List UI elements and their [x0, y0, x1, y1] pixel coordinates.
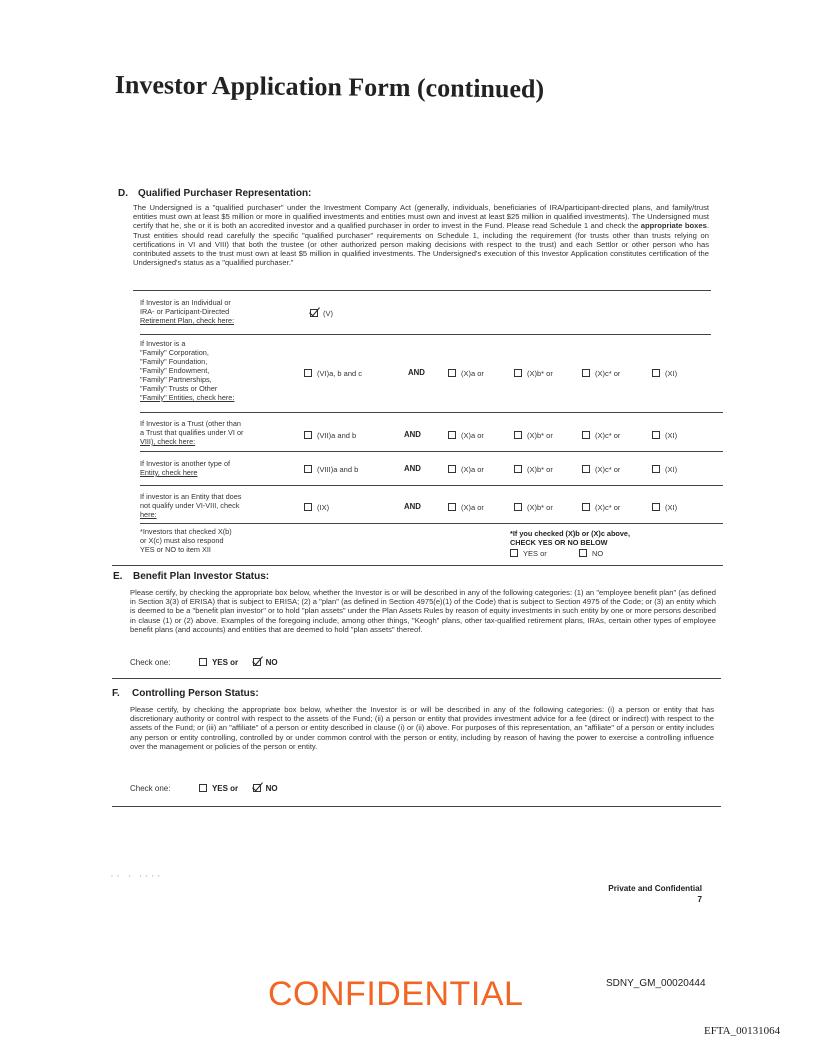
section-e-check-one: [130, 658, 278, 667]
option-label: (X)c* or: [595, 465, 621, 474]
option-label: (VI)a, b and c: [317, 369, 363, 378]
section-e-paragraph: Please certify, by checking the appropriate box below, whether the Investor is or will be described in any of the following categories: (1) an "employee benefit plan" (as defined in Section 3(3) of ERISA) that is subject to ERISA; (2) a "plan" (as defined in Section 4975(e)(1) of the Code) that is subject to Section 4975 of the Code; or (3) an entity which is deemed to be a "benefit plan investor" or to hold "plan assets" under the Plan Assets Rules by reason of equity investments in such entity by one or more persons described in clause (1) or (2) above. Examples of the foregoing include, among other things, "Keogh" plans, other tax-qualified retirement plans, IRAs, certain other types of employee benefit plans (and accounts) and entities that are deemed to hold "plan assets" thereof.: [130, 588, 716, 634]
section-e-no[interactable]: [253, 658, 278, 667]
option-ix[interactable]: [304, 503, 329, 512]
row-label-underlined: Retirement Plan, check here:: [140, 316, 235, 325]
row-label-text: If Investor is a Trust (other than a Trust that qualifies under VI or: [140, 419, 244, 437]
divider: [112, 678, 721, 679]
checkbox[interactable]: [199, 784, 207, 792]
option-label: (IX): [317, 503, 330, 512]
row-label-underlined: VIII), check here:: [140, 437, 196, 446]
option-xa[interactable]: [448, 465, 484, 474]
section-f-yes[interactable]: [199, 784, 238, 793]
section-f-check-one: [130, 784, 278, 793]
no-label: NO: [265, 658, 278, 667]
footnote-check-yes-no: *If you checked (X)b or (X)c above, CHECK YES OR NO BELOW: [510, 529, 631, 547]
checked-checkbox[interactable]: [310, 309, 318, 317]
divider: [140, 334, 711, 335]
section-f-no[interactable]: [253, 784, 278, 793]
section-f-paragraph: Please certify, by checking the appropriate box below, whether the Investor is or will be described in any of the following categories: (i) a person or entity that has discretionary authority or control with respect to the assets of the Fund; (ii) a person or entity that provides investment advice for a fee (direct or indirect) with respect to the assets of the Fund; or (iii) an "affiliate" of a person or entity described in clause (i) or (ii) above. For purposes of this representation, an "affiliate" of a person or entity includes any person or entity controlling, controlled by or under common control with the person or entity, including by reason of having the power to exercise a controlling influence over the management or policies of the person or entity.: [130, 705, 714, 751]
checkbox[interactable]: [514, 503, 522, 511]
checkbox[interactable]: [582, 503, 590, 511]
row-label-family: [140, 339, 300, 402]
and-label: AND: [404, 464, 421, 473]
option-label: (X)a or: [461, 503, 484, 512]
option-label: (XI): [665, 503, 678, 512]
option-xi[interactable]: [652, 503, 677, 512]
row-label-underlined: "Family" Entities, check here:: [140, 393, 235, 402]
option-vii[interactable]: [304, 431, 356, 440]
checkbox[interactable]: [304, 431, 312, 439]
row-label-text: If Investor is another type of: [140, 459, 231, 468]
private-label: Private and Confidential: [608, 884, 702, 893]
divider: [140, 485, 723, 486]
option-label: (X)c* or: [595, 369, 621, 378]
row-label-underlined: Entity, check here: [140, 468, 198, 477]
option-label: (X)b* or: [527, 465, 553, 474]
checkbox[interactable]: [304, 465, 312, 473]
checkbox[interactable]: [448, 369, 456, 377]
checkbox[interactable]: [652, 465, 660, 473]
row-label-other-entity: [140, 492, 300, 519]
option-xc[interactable]: [582, 465, 620, 474]
row-label-individual: [140, 298, 300, 325]
option-label: (XI): [665, 369, 678, 378]
and-label: AND: [408, 368, 425, 377]
checkbox[interactable]: [448, 431, 456, 439]
option-label: (X)b* or: [527, 431, 553, 440]
section-f-letter: F.: [112, 688, 120, 699]
option-xii-yes[interactable]: [510, 549, 547, 558]
checkbox[interactable]: [582, 465, 590, 473]
section-d-title: Qualified Purchaser Representation:: [138, 188, 312, 199]
option-xi[interactable]: [652, 465, 677, 474]
section-f-heading: [112, 688, 259, 699]
checkbox[interactable]: [514, 369, 522, 377]
option-xc[interactable]: [582, 369, 620, 378]
option-viii[interactable]: [304, 465, 358, 474]
and-label: AND: [404, 430, 421, 439]
no-label: NO: [265, 784, 278, 793]
row-label-text: If Investor is a "Family" Corporation, "Family" Foundation, "Family" Endowment, "Family" Partnerships, "Family" Trusts or Other: [140, 339, 218, 393]
section-e-letter: E.: [113, 571, 123, 582]
divider: [133, 290, 711, 291]
checkbox[interactable]: [652, 503, 660, 511]
checkbox[interactable]: [652, 369, 660, 377]
row-label-underlined: here:: [140, 510, 157, 519]
option-vi[interactable]: [304, 369, 362, 378]
section-d-heading: [118, 188, 311, 199]
option-xb[interactable]: [514, 431, 553, 440]
option-label: (X)a or: [461, 431, 484, 440]
divider: [112, 565, 723, 566]
option-xa[interactable]: [448, 503, 484, 512]
option-v[interactable]: [310, 309, 333, 318]
option-label: (V): [323, 309, 333, 318]
page-number: 7: [697, 895, 702, 904]
yes-label: YES or: [211, 658, 239, 667]
checkbox[interactable]: [448, 503, 456, 511]
check-one-label: Check one:: [130, 658, 171, 667]
option-xa[interactable]: [448, 369, 484, 378]
option-label: (XI): [665, 465, 678, 474]
checkbox[interactable]: [514, 465, 522, 473]
section-e-title: Benefit Plan Investor Status:: [133, 571, 270, 582]
option-label: (X)c* or: [595, 431, 621, 440]
checkbox[interactable]: [199, 658, 207, 666]
option-xii-no[interactable]: [579, 549, 603, 558]
check-one-label: Check one:: [130, 784, 171, 793]
checkbox[interactable]: [582, 369, 590, 377]
checked-checkbox[interactable]: [253, 658, 261, 666]
checkbox[interactable]: [579, 549, 587, 557]
checked-checkbox[interactable]: [253, 784, 261, 792]
page-title: Investor Application Form (continued): [114, 70, 545, 104]
yes-label: YES or: [211, 784, 239, 793]
option-xi[interactable]: [652, 431, 677, 440]
option-label: (X)b* or: [527, 369, 553, 378]
divider: [140, 451, 723, 452]
row-label-text: If Investor is an Individual or IRA- or Participant-Directed: [140, 298, 231, 316]
option-xb[interactable]: [514, 465, 553, 474]
row-label-entity: [140, 459, 300, 477]
section-d-paragraph-bold: appropriate boxes: [640, 221, 707, 231]
option-label: (VIII)a and b: [317, 465, 359, 474]
section-d-letter: D.: [118, 188, 128, 199]
option-label: (XI): [665, 431, 678, 440]
option-label: (X)a or: [461, 465, 484, 474]
efta-number: EFTA_00131064: [704, 1025, 781, 1037]
section-e-heading: [113, 571, 269, 582]
row-label-text: If investor is an Entity that does not qualify under VI-VIII, check: [140, 492, 242, 510]
checkbox[interactable]: [582, 431, 590, 439]
confidential-stamp: CONFIDENTIAL: [268, 975, 524, 1013]
row-label-trust: [140, 419, 300, 446]
section-f-title: Controlling Person Status:: [132, 688, 259, 699]
section-e-yes[interactable]: [199, 658, 238, 667]
option-xb[interactable]: [514, 369, 553, 378]
checkbox[interactable]: [514, 431, 522, 439]
divider: [140, 412, 723, 413]
scan-smudge: ·· · ····: [110, 868, 163, 882]
option-label: (X)c* or: [595, 503, 621, 512]
footnote-xii: *Investors that checked X(b) or X(c) must also respond YES or NO to item XII: [140, 527, 232, 554]
section-d-paragraph-text: The Undersigned is a "qualified purchaser" under the Investment Company Act (generally, individuals, beneficiaries of IRA/participant-directed plans, and family/trust entities must own at least $5 million or more in qualified investments and entities must own and invest at least $25 million in qualified investments). The Undersigned must certify that he, she or it is both an accredited investor and a qualified purchaser in order to invest in the Fund. Please read Schedule 1 and check the: [133, 203, 709, 231]
bates-number: SDNY_GM_00020444: [606, 978, 706, 989]
option-xc[interactable]: [582, 503, 620, 512]
checkbox[interactable]: [652, 431, 660, 439]
section-d-paragraph-text-2: . Trust entities should read carefully the specific "qualified purchaser" requirements on Schedule 1, including the requirement (for trusts other than trusts relying on certifications in VI and VIII) that both the trustee (or other authorized person making decisions with respect to the trust) and each Settlor or other person who has contributed assets to the trust must own at least $5 million in qualified investments. The Undersigned's execution of this Investor Application constitutes certification of the Undersigned's status as a "qualified purchaser.": [133, 221, 709, 268]
checkbox[interactable]: [510, 549, 518, 557]
and-label: AND: [404, 502, 421, 511]
option-label: (VII)a and b: [317, 431, 357, 440]
option-label: (X)a or: [461, 369, 484, 378]
option-xc[interactable]: [582, 431, 620, 440]
option-xa[interactable]: [448, 431, 484, 440]
checkbox[interactable]: [304, 503, 312, 511]
option-xi[interactable]: [652, 369, 677, 378]
divider: [112, 806, 721, 807]
option-label: (X)b* or: [527, 503, 553, 512]
divider: [140, 523, 723, 524]
private-confidential: [560, 883, 702, 905]
option-label: YES or: [523, 549, 547, 558]
option-xb[interactable]: [514, 503, 553, 512]
checkbox[interactable]: [304, 369, 312, 377]
checkbox[interactable]: [448, 465, 456, 473]
section-d-paragraph: [133, 203, 709, 267]
option-label: NO: [592, 549, 604, 558]
